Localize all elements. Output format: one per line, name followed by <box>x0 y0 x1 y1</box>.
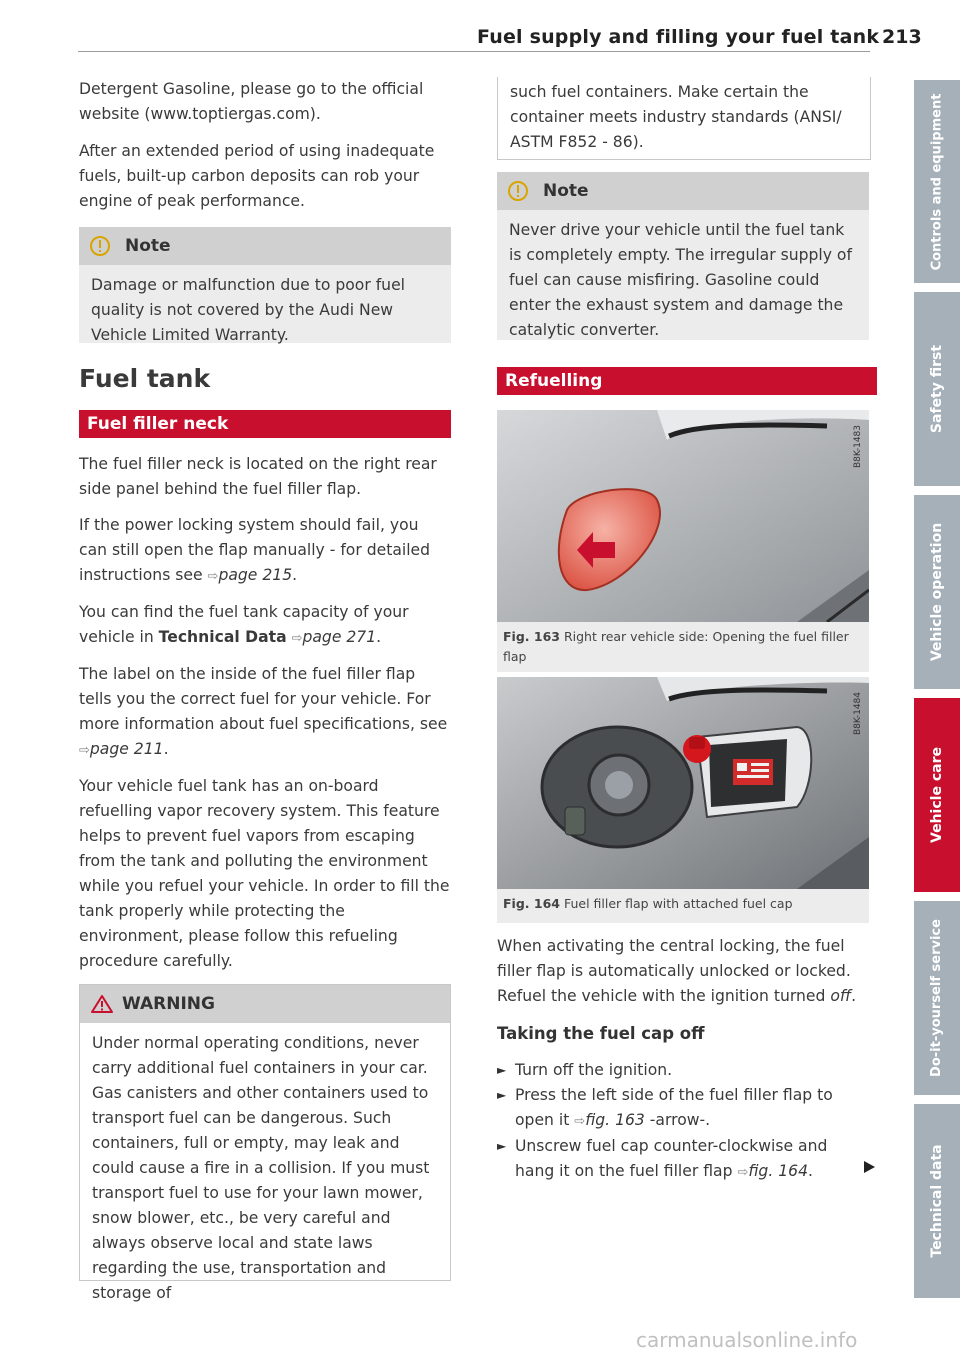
tab-controls-and-equipment[interactable] <box>914 80 960 283</box>
info-icon <box>89 235 111 257</box>
note-header <box>79 227 451 265</box>
subheading-taking-cap-off: Taking the fuel cap off <box>497 1024 705 1043</box>
intro-paragraph-1: Detergent Gasoline, please go to the official website (www.toptiergas.com). <box>79 80 424 123</box>
note-box-quality <box>79 227 451 343</box>
tab-label: Do-it-yourself service <box>929 919 944 1077</box>
figure-ref-164[interactable]: fig. 164 <box>748 1162 809 1180</box>
warning-continuation-text: such fuel containers. Make certain the container meets industry standards (ANSI/ ASTM F852 - 86). <box>510 83 842 151</box>
warning-continuation-box <box>497 77 871 160</box>
tab-do-it-yourself-service[interactable] <box>914 901 960 1095</box>
warning-box <box>79 984 451 1302</box>
page-ref-arrow-icon: ⇨ <box>574 1114 586 1129</box>
section-heading-fuel-tank: Fuel tank <box>79 364 211 393</box>
figure-164-label: Fig. 164 <box>503 896 560 911</box>
intro-text <box>79 77 451 214</box>
note-header <box>497 172 869 210</box>
figure-ref-163[interactable]: fig. 163 <box>585 1111 645 1129</box>
figure-164-image <box>497 677 869 889</box>
step-tail: -arrow-. <box>644 1111 711 1129</box>
page-ref-arrow-icon: ⇨ <box>207 569 219 584</box>
figure-code-164-text: B8K-1484 <box>853 691 863 735</box>
bullet-triangle-icon: ► <box>497 1139 507 1153</box>
warning-header <box>80 985 450 1023</box>
tab-label: Vehicle operation <box>929 522 945 662</box>
page-ref-215[interactable]: page 215 <box>218 566 293 584</box>
page-ref-271[interactable]: page 271 <box>302 628 377 646</box>
page-ref-211[interactable]: page 211 <box>89 740 164 758</box>
warning-triangle-icon <box>90 994 114 1014</box>
step-text: Unscrew fuel cap counter-clockwise and hang it on the fuel filler flap <box>515 1137 828 1180</box>
tab-label: Technical data <box>929 1144 945 1258</box>
paragraph-capacity-text: You can find the fuel tank capacity of your vehicle in <box>79 603 409 646</box>
tab-label: Safety first <box>929 344 945 434</box>
tab-safety-first[interactable] <box>914 292 960 486</box>
note-text: Never drive your vehicle until the fuel tank is completely empty. The irregular supply of fuel can cause misfiring. Gasoline could enter the exhaust system and damage the catalytic converter. <box>509 221 852 339</box>
tab-label <box>930 93 945 270</box>
continue-arrow-icon <box>862 1160 876 1174</box>
page-ref-arrow-icon: ⇨ <box>291 631 303 646</box>
header-rule <box>78 51 870 52</box>
page-ref-arrow-icon: ⇨ <box>79 743 90 758</box>
step-text: Turn off the ignition. <box>515 1061 673 1079</box>
central-locking-text: When activating the central locking, the fuel filler flap is automatically unlocked or locked. Refuel the vehicle with the ignition turned <box>497 937 851 1005</box>
figure-code-163 <box>853 418 867 468</box>
paragraph-vapor-recovery: Your vehicle fuel tank has an on-board refuelling vapor recovery system. This feature helps to prevent fuel vapors from escaping from the tank and polluting the environment while you refuel your vehicle. In order to fill the tank properly while protecting the environment, please follow this refueling procedure carefully. <box>79 777 450 970</box>
step-item <box>497 1083 857 1134</box>
note-title: Note <box>543 181 589 201</box>
step-text-wrap <box>515 1134 857 1185</box>
paragraph-location: The fuel filler neck is located on the right rear side panel behind the fuel filler flap. <box>79 455 437 498</box>
central-locking-paragraph: When activating the central locking, the fuel filler flap is automatically unlocked or locked. Refuel the vehicle with the ignition turned off. <box>497 937 857 1005</box>
steps-list <box>497 1058 857 1185</box>
section-refuelling: Refuelling <box>497 367 877 395</box>
tab-technical-data[interactable] <box>914 1104 960 1298</box>
watermark: carmanualsonline.info <box>636 1328 858 1352</box>
figure-code-164 <box>853 685 867 735</box>
tab-label: Vehicle care <box>929 747 945 843</box>
paragraph-label: The label on the inside of the fuel filler flap tells you the correct fuel for your vehicle. For more information about fuel specifications, see ⇨page 211. <box>79 665 448 758</box>
ignition-off-emphasis: off <box>830 987 852 1005</box>
note-title: Note <box>125 236 171 256</box>
page-number: 213 <box>882 26 922 48</box>
intro-paragraph-2: After an extended period of using inadequate fuels, built-up carbon deposits can rob your engine of peak performance. <box>79 142 435 210</box>
paragraph-manual-open: If the power locking system should fail, you can still open the flap manually - for detailed instructions see ⇨page 215. <box>79 516 431 584</box>
figure-163-image <box>497 410 869 622</box>
step-text-wrap <box>515 1083 857 1134</box>
figure-164-caption <box>497 889 869 923</box>
note-text: Damage or malfunction due to poor fuel quality is not covered by the Audi New Vehicle Limited Warranty. <box>91 276 405 344</box>
paragraph-manual-open-text: If the power locking system should fail, you can still open the flap manually - for detailed instructions see <box>79 516 431 584</box>
fuel-filler-flap-closed-illustration <box>497 410 869 622</box>
figure-code-163-text: B8K-1483 <box>853 424 863 468</box>
bullet-triangle-icon: ► <box>497 1063 507 1077</box>
page-ref-arrow-icon: ⇨ <box>737 1165 749 1180</box>
paragraph-capacity: You can find the fuel tank capacity of your vehicle in Technical Data ⇨page 271. <box>79 603 409 646</box>
tab-vehicle-operation[interactable] <box>914 495 960 689</box>
info-icon <box>507 180 529 202</box>
tab-vehicle-care[interactable] <box>914 698 960 892</box>
paragraph-label-text: The label on the inside of the fuel filler flap tells you the correct fuel for your vehicle. For more information about fuel specifications, see <box>79 665 448 733</box>
step-item <box>497 1134 857 1185</box>
fuel-filler-flap-open-illustration <box>497 677 869 889</box>
running-header-title: Fuel supply and filling your fuel tank <box>477 26 880 48</box>
warning-title: WARNING <box>122 994 215 1014</box>
step-tail: . <box>808 1162 813 1180</box>
figure-164-caption-text: Fuel filler flap with attached fuel cap <box>563 896 793 911</box>
figure-163-caption-text: Right rear vehicle side: Opening the fuel filler flap <box>503 629 849 664</box>
fuel-filler-text <box>79 452 451 974</box>
technical-data-label: Technical Data <box>158 628 287 646</box>
figure-163-caption <box>497 622 869 672</box>
figure-163-label: Fig. 163 <box>503 629 560 644</box>
bullet-triangle-icon: ► <box>497 1088 507 1102</box>
tab-label-text: Controls and equipment <box>929 93 945 270</box>
note-box-empty-tank <box>497 172 869 340</box>
step-text: Press the left side of the fuel filler flap to open it <box>515 1086 833 1129</box>
subsection-fuel-filler-neck: Fuel filler neck <box>79 410 451 438</box>
warning-text: Under normal operating conditions, never carry additional fuel containers in your car. Gas canisters and other containers used to transport fuel can be dangerous. Such containers, full or empty, may leak and could cause a fire in a collision. If you must transport fuel to use for your lawn mower, snow blower, etc., be very careful and always observe local and state laws regarding the use, transportation and storage of <box>92 1034 430 1302</box>
step-item <box>497 1058 857 1083</box>
